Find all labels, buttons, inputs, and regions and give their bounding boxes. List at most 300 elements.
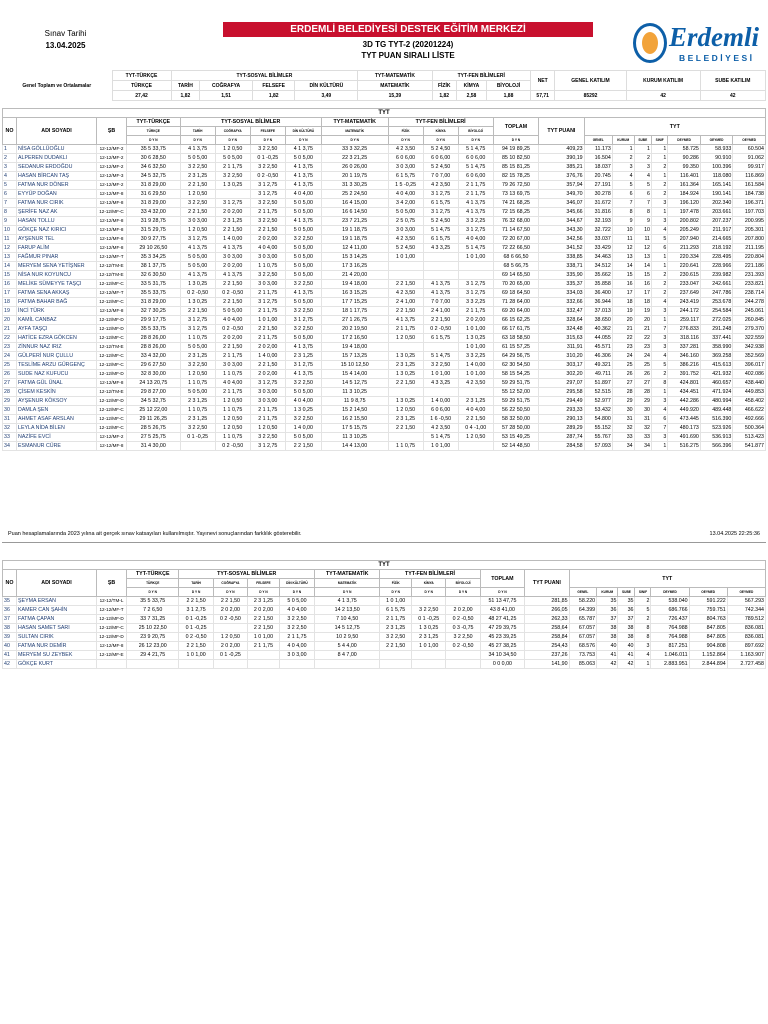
table-cell: 200.995	[733, 217, 766, 226]
table-row	[3, 370, 766, 379]
table-cell: 15 10 12,50	[321, 361, 388, 370]
table-cell: 3 2 2,50	[279, 624, 314, 633]
table-cell: 214.665	[700, 235, 733, 244]
table-cell: 4 1 3,75	[285, 163, 321, 172]
table-cell: 12-12/MF-T	[97, 253, 127, 262]
table-cell: 4 2 3,50	[388, 289, 423, 298]
table-cell: 36.400	[584, 289, 612, 298]
table-cell: 31 4 30,00	[127, 442, 181, 451]
table-cell: 1 4 0,00	[423, 397, 458, 406]
summary-subject-0: TÜRKÇE	[112, 81, 171, 91]
table-cell: 5 0 5,00	[285, 253, 321, 262]
table-cell: 32	[612, 424, 634, 433]
table-cell: 434.451	[668, 388, 701, 397]
subject-head-5: MATEMATİK	[321, 127, 388, 136]
table-cell: 0 1 -0,25	[179, 615, 213, 624]
table-cell: 295,58	[539, 388, 584, 397]
table-cell: 72 20 67,00	[493, 235, 538, 244]
table-cell: 30	[612, 406, 634, 415]
dyn-head-5: D Y N	[315, 588, 380, 597]
table-cell: 36	[618, 606, 635, 615]
table-cell: 5 1 4,75	[423, 433, 458, 442]
student-name: HATİCE EZRA GÖKCEN	[17, 334, 97, 343]
table-row	[3, 190, 766, 199]
student-name: HASAN TOLLU	[17, 217, 97, 226]
table-cell: 0 1 -0,25	[250, 154, 285, 163]
table-cell: 2 1 1,75	[388, 325, 423, 334]
table-cell: 2	[612, 154, 634, 163]
table-cell: 396.017	[733, 361, 766, 370]
table-cell: 12-12/MF-8	[97, 307, 127, 316]
table-cell: 2 2 1,50	[285, 442, 321, 451]
table-cell: 55.767	[584, 433, 612, 442]
table-cell: 2 1 1,75	[250, 415, 285, 424]
table-cell: 1 2 0,50	[215, 397, 250, 406]
table-row	[3, 660, 766, 669]
table-cell: 0 2 -0,50	[446, 615, 480, 624]
table-cell: 233.821	[733, 280, 766, 289]
table-cell: 3 0 3,00	[250, 388, 285, 397]
table-cell: 566.396	[700, 442, 733, 451]
table-cell: 3 1 2,75	[250, 298, 285, 307]
table-cell: 344,67	[539, 217, 584, 226]
table-cell: 46.306	[584, 352, 612, 361]
table-cell: 31.816	[584, 208, 612, 217]
table-cell: 37	[597, 615, 618, 624]
table-cell: 324,48	[539, 325, 584, 334]
table-cell: 12 4 11,00	[321, 244, 388, 253]
table-cell: 6	[634, 190, 651, 199]
table-cell: 3 3 2,25	[458, 217, 493, 226]
table-caption: TYT	[3, 109, 766, 118]
table-row	[3, 424, 766, 433]
table-cell: 12-12/MF-C	[97, 208, 127, 217]
table-cell: 6 0 6,00	[388, 154, 423, 163]
table-cell: 0 2 -0,50	[446, 642, 480, 651]
table-cell: 335,37	[539, 280, 584, 289]
table-cell: 7 10 4,50	[315, 615, 380, 624]
summary-subject-4: DİN KÜLTÜRÜ	[295, 81, 358, 91]
table-cell: 1 3 0,25	[388, 370, 423, 379]
table-cell: 27.191	[584, 181, 612, 190]
table-cell	[215, 190, 250, 199]
table-cell: 47 29 39,75	[480, 624, 524, 633]
table-cell: 33	[634, 433, 651, 442]
table-cell: 6 0 6,00	[458, 154, 493, 163]
table-cell: 32 6 30,50	[127, 271, 181, 280]
table-cell: 29 8 27,00	[127, 388, 181, 397]
table-cell: 196.120	[668, 199, 701, 208]
table-cell: 7	[651, 424, 667, 433]
table-cell: 40	[618, 642, 635, 651]
table-cell: 290,13	[539, 415, 584, 424]
table-cell: 1	[651, 388, 667, 397]
table-row	[3, 442, 766, 451]
table-cell: 12-12/MF-8	[97, 199, 127, 208]
subject-head-0: TÜRKÇE	[127, 127, 181, 136]
student-name: AHMET ASAF ARSLAN	[17, 415, 97, 424]
table-cell: 5 0 5,00	[285, 388, 321, 397]
table-cell: 71 14 67,50	[493, 226, 538, 235]
row-number: 30	[3, 406, 17, 415]
table-cell	[213, 660, 247, 669]
table-row	[3, 415, 766, 424]
table-cell: 4 0 4,00	[279, 642, 314, 651]
row-number: 18	[3, 298, 17, 307]
summary-value-3: 1,82	[252, 91, 294, 101]
table-cell	[458, 388, 493, 397]
table-cell	[388, 271, 423, 280]
table-cell: 438.440	[733, 379, 766, 388]
table-cell: 202.340	[700, 199, 733, 208]
table-cell: 817.251	[651, 642, 689, 651]
row-number: 28	[3, 388, 17, 397]
col-matematik: TYT-MATEMATİK	[321, 118, 388, 127]
table-cell: 100.396	[700, 163, 733, 172]
col-turkce: TYT-TÜRKÇE	[127, 118, 181, 127]
summary-table	[2, 70, 766, 101]
table-cell: 64 29 56,75	[493, 352, 538, 361]
summary-group-1: TYT-SOSYAL BİLİMLER	[171, 71, 358, 81]
table-cell	[423, 253, 458, 262]
exam-date: 13.04.2025	[45, 41, 86, 50]
table-cell: 2.883.951	[651, 660, 689, 669]
table-cell: 12-12/MF-8	[97, 244, 127, 253]
table-cell: 2	[635, 597, 651, 606]
table-cell: 14 5 12,75	[321, 379, 388, 388]
table-cell: 3	[634, 163, 651, 172]
table-cell: 27	[612, 379, 634, 388]
table-cell: 22	[612, 334, 634, 343]
table-cell: 45 23 39,25	[480, 633, 524, 642]
table-cell: 541.877	[733, 442, 766, 451]
table-cell: 67.057	[569, 633, 597, 642]
table-cell: 4 0 4,00	[215, 379, 250, 388]
table-cell: 35.858	[584, 280, 612, 289]
subject-head-6: FİZİK	[380, 579, 412, 588]
table-cell: 480.173	[668, 424, 701, 433]
student-name: MERYEM SU ZEYBEK	[17, 651, 97, 660]
rank-head-4: DEYMED	[668, 136, 701, 145]
dyn-head-7: D Y N	[412, 588, 446, 597]
table-cell: 3 1 2,75	[423, 190, 458, 199]
table-cell: 34.463	[584, 253, 612, 262]
summary-value-5: 15,39	[358, 91, 432, 101]
table-cell: 376,76	[539, 172, 584, 181]
table-cell: 3 4 2,00	[388, 199, 423, 208]
table-cell: 12-12/MF-C	[97, 334, 127, 343]
table-cell: 328,64	[539, 316, 584, 325]
table-cell: 3 2 2,50	[285, 280, 321, 289]
table-cell: 17 3 16,25	[321, 262, 388, 271]
table-cell: 68 5 66,75	[493, 262, 538, 271]
table-cell: 3 2 2,50	[250, 163, 285, 172]
table-cell: 1	[651, 262, 667, 271]
table-cell: 30	[634, 406, 651, 415]
table-cell: 25 10 22,50	[127, 624, 179, 633]
table-cell: 3 2 2,50	[279, 615, 314, 624]
table-cell: 12-12/MF-D	[97, 325, 127, 334]
table-cell: 4 1 3,75	[285, 181, 321, 190]
table-cell: 287,74	[539, 433, 584, 442]
student-name: FATMA NUR DEMİR	[17, 642, 97, 651]
student-name: FATMA NUR CIRIK	[17, 199, 97, 208]
student-name: SUDE NAZ KUFUCU	[17, 370, 97, 379]
table-cell: 184.738	[733, 190, 766, 199]
table-cell: 20.745	[584, 172, 612, 181]
table-cell: 48 27 41,25	[480, 615, 524, 624]
table-cell: 29 11 26,25	[127, 415, 181, 424]
row-number: 20	[3, 316, 17, 325]
table-cell: 0 1 -0,25	[412, 615, 446, 624]
table-cell: 349,70	[539, 190, 584, 199]
table-row	[3, 280, 766, 289]
table-cell: 516.275	[668, 442, 701, 451]
table-cell: 31	[634, 415, 651, 424]
table-cell: 2	[651, 163, 667, 172]
subject-head-5: MATEMATİK	[315, 579, 380, 588]
table-cell: 91.062	[733, 154, 766, 163]
table-cell: 3 1 2,75	[180, 235, 215, 244]
table-row	[3, 262, 766, 271]
table-cell: 23 9 20,75	[127, 633, 179, 642]
table-cell: 20	[634, 316, 651, 325]
table-cell: 4 1 3,75	[285, 145, 321, 154]
subject-head-0: TÜRKÇE	[127, 579, 179, 588]
table-cell: 26	[634, 370, 651, 379]
row-number: 37	[3, 615, 17, 624]
table-cell: 0 2 -0,50	[215, 289, 250, 298]
table-cell: 3 2 2,50	[423, 361, 458, 370]
table-cell: 2 1 1,75	[250, 334, 285, 343]
table-cell: 2 2 1,50	[213, 597, 247, 606]
table-cell: 141,90	[525, 660, 569, 669]
table-cell: 2 2 1,50	[215, 343, 250, 352]
table-cell: 3 1 2,75	[180, 325, 215, 334]
table-cell: 12-12/MF-C	[97, 415, 127, 424]
student-name: HASAN BİRCAN TAŞ	[17, 172, 97, 181]
table-cell: 2 3 1,25	[180, 352, 215, 361]
table-cell: 3 2 2,50	[250, 145, 285, 154]
table-row	[3, 325, 766, 334]
table-cell: 26 12 23,00	[127, 642, 179, 651]
table-cell: 332,66	[539, 298, 584, 307]
table-cell: 6 0 6,00	[423, 406, 458, 415]
table-cell: 836.081	[727, 633, 765, 642]
table-row	[3, 615, 766, 624]
table-cell: 1 3 0,25	[388, 397, 423, 406]
table-row	[3, 217, 766, 226]
table-cell: 342.938	[733, 343, 766, 352]
summary-group-7: SUBE KATILIM	[700, 71, 765, 91]
table-cell: 15 3 14,25	[321, 253, 388, 262]
table-cell: 4 0 4,00	[285, 190, 321, 199]
logo-emblem-icon	[633, 23, 667, 63]
table-cell: 6 1 5,75	[423, 235, 458, 244]
table-cell: 32.193	[584, 217, 612, 226]
table-cell: 1 3 0,25	[412, 624, 446, 633]
table-cell: 12-12/MF-C	[97, 624, 127, 633]
rank-head-0: GENEL	[584, 136, 612, 145]
table-cell: 1 2 0,50	[250, 424, 285, 433]
table-cell: 6 1 5,75	[380, 606, 412, 615]
table-cell: 66 15 62,25	[493, 316, 538, 325]
student-name: MELİKE SÜMEYYE TAŞÇI	[17, 280, 97, 289]
table-cell	[248, 660, 280, 669]
table-cell: 1 1 0,75	[215, 433, 250, 442]
table-cell: 38.650	[584, 316, 612, 325]
table-cell: 3 2 2,50	[215, 172, 250, 181]
row-number: 6	[3, 190, 17, 199]
table-cell: 338,85	[539, 253, 584, 262]
table-cell: 5 0 5,00	[215, 307, 250, 316]
table-cell: 2 3 1,25	[388, 361, 423, 370]
table-cell: 3 2 2,50	[180, 361, 215, 370]
table-cell: 3 2 2,50	[285, 307, 321, 316]
table-row	[3, 433, 766, 442]
dyn-head-2: D Y N	[213, 588, 247, 597]
table-cell: 5 2 4,50	[423, 145, 458, 154]
results-table-1	[2, 108, 766, 451]
col-puan: TYT PUANI	[525, 570, 569, 597]
student-name: SEDANUR ERDOĞDU	[17, 163, 97, 172]
table-row	[3, 316, 766, 325]
student-name: FATMA NUR DÖNER	[17, 181, 97, 190]
table-cell: 9	[634, 217, 651, 226]
table-cell: 63 18 58,50	[493, 334, 538, 343]
table-cell: 12-12/MF-C	[97, 352, 127, 361]
table-cell: 1 4 0,00	[285, 424, 321, 433]
table-cell: 49.321	[584, 361, 612, 370]
table-cell: 2 1 1,75	[458, 190, 493, 199]
table-cell: 211.293	[668, 244, 701, 253]
table-cell: 345,66	[539, 208, 584, 217]
table-cell: 0 3 -0,75	[446, 624, 480, 633]
table-cell: 74 21 68,25	[493, 199, 538, 208]
table-cell	[423, 388, 458, 397]
table-cell: 0 1 -0,25	[213, 651, 247, 660]
table-cell	[446, 660, 480, 669]
row-number: 34	[3, 442, 17, 451]
table-cell: 85 10 82,50	[493, 154, 538, 163]
table-cell: 57.093	[584, 442, 612, 451]
table-cell: 279.370	[733, 325, 766, 334]
table-cell: 36	[597, 606, 618, 615]
table-cell: 17	[612, 289, 634, 298]
rank-head-2: SUBE	[634, 136, 651, 145]
table-cell: 12-12/MF-2	[97, 181, 127, 190]
table-cell: 45 27 38,25	[480, 642, 524, 651]
row-number: 26	[3, 370, 17, 379]
table-cell: 458.402	[733, 397, 766, 406]
table-cell	[97, 660, 127, 669]
summary-value-2: 1,51	[200, 91, 253, 101]
table-row	[3, 642, 766, 651]
table-cell: 272.025	[700, 316, 733, 325]
table-cell: 3	[651, 343, 667, 352]
table-cell: 7 0 7,00	[423, 298, 458, 307]
table-cell: 220.334	[668, 253, 701, 262]
table-cell: 3 0 3,00	[250, 253, 285, 262]
table-cell: 25 12 22,00	[127, 406, 181, 415]
student-name: İNCİ TÜRK	[17, 307, 97, 316]
student-name: NİSA GÖLLÜOĞLU	[17, 145, 97, 154]
table-cell: 85 15 81,25	[493, 163, 538, 172]
subject-head-3: FELSEFE	[248, 579, 280, 588]
table-cell: 15	[612, 271, 634, 280]
table-cell: 5 0 5,00	[285, 334, 321, 343]
table-cell: 3 1 2,75	[285, 316, 321, 325]
table-cell: 258,84	[525, 633, 569, 642]
table-cell: 244.278	[733, 298, 766, 307]
table-cell: 35 5 33,75	[127, 289, 181, 298]
dyn-head-3: D Y N	[250, 136, 285, 145]
table-cell: 90.910	[700, 154, 733, 163]
table-cell: 12-12/MF-D	[97, 397, 127, 406]
table-cell: 184.924	[668, 190, 701, 199]
table-cell: 51.897	[584, 379, 612, 388]
table-cell: 30.278	[584, 190, 612, 199]
table-cell: 19 1 18,75	[321, 226, 388, 235]
table-cell: 5 0 5,00	[388, 208, 423, 217]
table-cell: 2 2 1,50	[250, 361, 285, 370]
table-cell: 38	[618, 633, 635, 642]
table-cell: 90.286	[668, 154, 701, 163]
table-cell: 764.988	[651, 624, 689, 633]
student-name: SULTAN CIRIK	[17, 633, 97, 642]
dyn-head-9: D Y N	[480, 588, 524, 597]
table-cell: 4 1 3,75	[423, 280, 458, 289]
table-cell: 2 2 1,50	[248, 615, 280, 624]
table-row	[3, 597, 766, 606]
table-cell: 4 1 3,75	[285, 370, 321, 379]
student-name: KAMİL CANBAZ	[17, 316, 97, 325]
table-cell: 1 5 -0,25	[388, 181, 423, 190]
table-cell: 513.423	[733, 433, 766, 442]
summary-group-4: NET	[530, 71, 554, 91]
subject-head-2: COĞRAFYA	[215, 127, 250, 136]
table-cell: 33.429	[584, 244, 612, 253]
table-cell: 34.512	[584, 262, 612, 271]
table-cell	[388, 262, 423, 271]
row-number: 11	[3, 235, 17, 244]
col-no: NO	[3, 570, 17, 597]
table-cell: 0 1 -0,25	[179, 624, 213, 633]
table-cell: 4 1 3,75	[285, 289, 321, 298]
table-cell: 94 19 89,25	[493, 145, 538, 154]
table-cell: 118.080	[700, 172, 733, 181]
table-row	[3, 343, 766, 352]
table-cell: 254,43	[525, 642, 569, 651]
table-cell: 449.920	[668, 406, 701, 415]
table-cell: 337.441	[700, 334, 733, 343]
table-cell: 1.163.907	[727, 651, 765, 660]
table-cell: 480.994	[700, 397, 733, 406]
student-name: ŞERİFE NAZ AK	[17, 208, 97, 217]
student-name: AYFA TAŞÇI	[17, 325, 97, 334]
table-cell: 3 1 2,75	[458, 280, 493, 289]
table-cell: 57 28 50,00	[493, 424, 538, 433]
table-cell: 3 1 2,75	[250, 379, 285, 388]
table-row	[3, 208, 766, 217]
table-cell: 1	[635, 660, 651, 669]
table-cell: 16.504	[584, 154, 612, 163]
table-cell: 5 0 5,00	[285, 244, 321, 253]
table-cell: 538.040	[651, 597, 689, 606]
table-cell: 1	[651, 154, 667, 163]
table-cell: 289,29	[539, 424, 584, 433]
table-cell: 3 2 2,50	[250, 199, 285, 208]
